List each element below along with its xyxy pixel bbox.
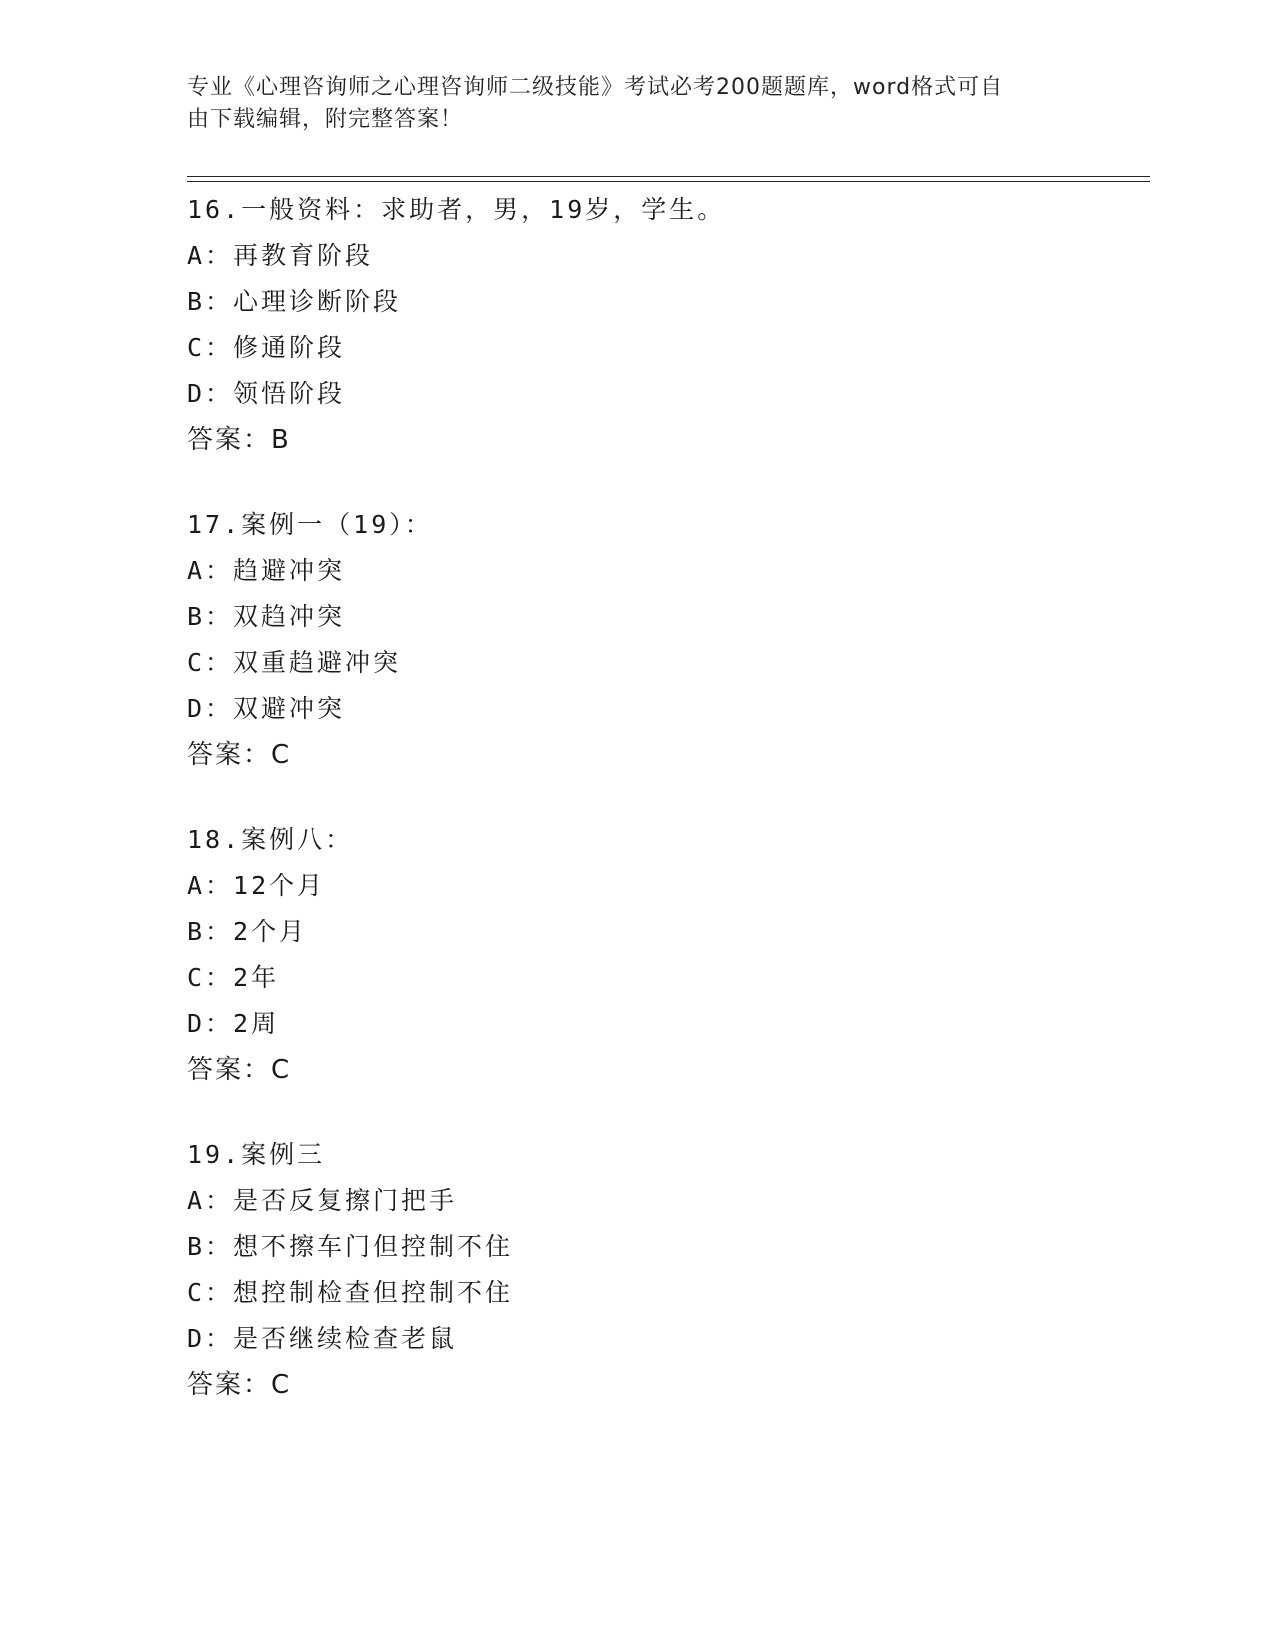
option-c: C：想控制检查但控制不住 (187, 1278, 514, 1307)
question-stem: 16.一般资料：求助者，男，19岁，学生。 (187, 195, 726, 224)
option-c: C：修通阶段 (187, 333, 346, 362)
option-d: D：双避冲突 (187, 694, 346, 723)
question-18 (187, 817, 1147, 1093)
question-stem: 19.案例三 (187, 1140, 326, 1169)
question-19 (187, 1132, 1147, 1408)
option-c: C：2年 (187, 963, 280, 992)
header-divider-top (187, 176, 1150, 177)
header-line-2: 由下载编辑，附完整答案！ (187, 107, 464, 132)
option-b: B：2个月 (187, 917, 308, 946)
question-16 (187, 187, 1147, 463)
option-d: D：2周 (187, 1009, 280, 1038)
document-header (187, 72, 1087, 136)
answer: 答案：C (187, 1370, 292, 1400)
answer: 答案：C (187, 740, 292, 770)
question-stem: 18.案例八： (187, 825, 354, 854)
option-c: C：双重趋避冲突 (187, 648, 402, 677)
option-d: D：是否继续检查老鼠 (187, 1324, 458, 1353)
option-d: D：领悟阶段 (187, 379, 346, 408)
option-a: A：再教育阶段 (187, 241, 374, 270)
option-a: A：是否反复擦门把手 (187, 1186, 458, 1215)
option-b: B：双趋冲突 (187, 602, 346, 631)
header-line-1: 专业《心理咨询师之心理咨询师二级技能》考试必考200题题库，word格式可自 (187, 75, 1004, 100)
option-b: B：想不擦车门但控制不住 (187, 1232, 514, 1261)
question-stem: 17.案例一（19）： (187, 510, 433, 539)
option-a: A：12个月 (187, 871, 326, 900)
header-divider-bottom (187, 181, 1150, 182)
answer: 答案：B (187, 425, 291, 455)
question-17 (187, 502, 1147, 778)
option-b: B：心理诊断阶段 (187, 287, 402, 316)
answer: 答案：C (187, 1055, 292, 1085)
option-a: A：趋避冲突 (187, 556, 346, 585)
